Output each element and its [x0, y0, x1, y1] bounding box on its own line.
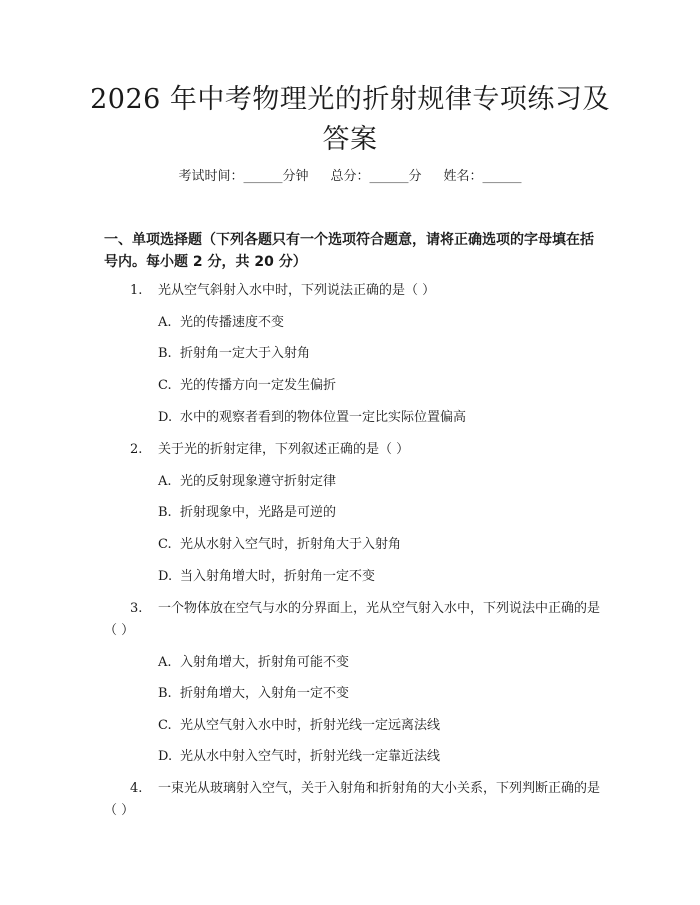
question-1-option-c — [158, 375, 598, 397]
question-2-option-d — [158, 566, 598, 588]
section-heading: 一、单项选择题（下列各题只有一个选项符合题意，请将正确选项的字母填在括号内。每小题 2 分，共 20 分） — [104, 232, 594, 270]
option-letter: A. — [158, 655, 172, 670]
option-letter: A. — [158, 474, 172, 489]
exam-meta-line — [0, 168, 700, 186]
option-text: 折射现象中，光路是可逆的 — [180, 505, 337, 520]
option-letter: B. — [158, 346, 172, 361]
option-letter: B. — [158, 686, 172, 701]
question-2-option-b — [158, 502, 598, 524]
exam-time-field: 考试时间：______分钟 — [178, 169, 309, 184]
option-letter: B. — [158, 505, 172, 520]
student-name-field: 姓名：______ — [443, 169, 522, 184]
question-4-stem — [104, 778, 604, 822]
question-1-option-a — [158, 312, 598, 334]
option-letter: A. — [158, 315, 172, 330]
question-number: 2. — [130, 442, 143, 457]
question-3-option-c — [158, 715, 598, 737]
option-text: 光从水射入空气时，折射角大于入射角 — [180, 537, 402, 552]
option-letter: C. — [158, 718, 172, 733]
question-1-stem — [104, 280, 604, 302]
option-text: 光的反射现象遵守折射定律 — [180, 474, 337, 489]
option-letter: D. — [158, 749, 173, 764]
option-text: 光的传播速度不变 — [180, 315, 285, 330]
question-1-option-b — [158, 343, 598, 365]
option-text: 光从水中射入空气时，折射光线一定靠近法线 — [180, 749, 441, 764]
option-text: 入射角增大，折射角可能不变 — [180, 655, 350, 670]
question-number: 1. — [130, 283, 143, 298]
question-2-stem — [104, 439, 604, 461]
question-text: 关于光的折射定律，下列叙述正确的是（ ） — [158, 442, 410, 457]
question-3-option-d — [158, 746, 598, 768]
document-title: 2026 年中考物理光的折射规律专项练习及答案 — [90, 84, 610, 155]
question-number: 4. — [130, 781, 143, 796]
question-2-option-a — [158, 471, 598, 493]
question-3-option-a — [158, 652, 598, 674]
question-3-option-b — [158, 683, 598, 705]
option-text: 水中的观察者看到的物体位置一定比实际位置偏高 — [180, 410, 467, 425]
option-letter: C. — [158, 537, 172, 552]
question-2-option-c — [158, 534, 598, 556]
question-number: 3. — [130, 601, 143, 616]
option-letter: C. — [158, 378, 172, 393]
question-text: 一个物体放在空气与水的分界面上，光从空气射入水中，下列说法中正确的是（ ） — [104, 601, 601, 638]
option-text: 光从空气射入水中时，折射光线一定远离法线 — [180, 718, 441, 733]
option-letter: D. — [158, 569, 173, 584]
total-score-field: 总分：______分 — [330, 169, 422, 184]
option-letter: D. — [158, 410, 173, 425]
question-text: 光从空气斜射入水中时，下列说法正确的是（ ） — [158, 283, 436, 298]
option-text: 折射角一定大于入射角 — [180, 346, 311, 361]
question-text: 一束光从玻璃射入空气，关于入射角和折射角的大小关系，下列判断正确的是（ ） — [104, 781, 601, 818]
option-text: 当入射角增大时，折射角一定不变 — [180, 569, 376, 584]
option-text: 光的传播方向一定发生偏折 — [180, 378, 337, 393]
question-1-option-d — [158, 407, 598, 429]
question-3-stem — [104, 598, 604, 642]
option-text: 折射角增大，入射角一定不变 — [180, 686, 350, 701]
